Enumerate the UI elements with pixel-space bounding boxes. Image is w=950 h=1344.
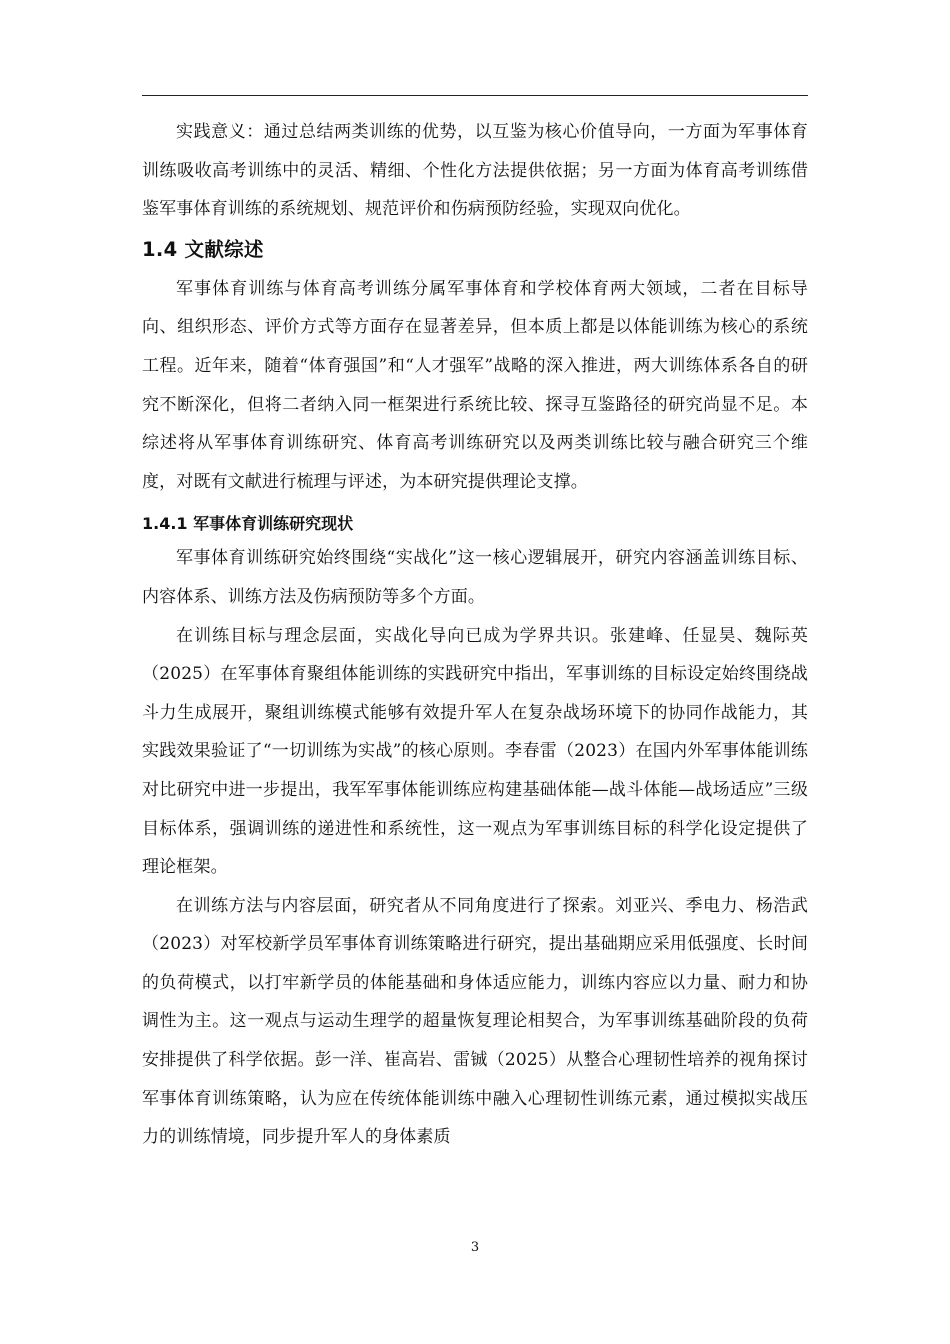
page-content [142, 113, 808, 1157]
page-number: 3 [470, 1240, 480, 1255]
section-heading: 1.4 文献综述 [142, 237, 264, 261]
subsection-paragraph-2: 在训练目标与理念层面，实战化导向已成为学界共识。张建峰、任显昊、魏际英（2025）在军事体育聚组体能训练的实践研究中指出，军事训练的目标设定始终围绕战斗力生成展开，聚组训练模式能够有效提升军人在复杂战场环境下的协同作战能力，其实践效果验证了“一切训练为实战”的核心原则。李春雷（2023）在国内外军事体能训练对比研究中进一步提出，我军军事体能训练应构建基础体能—战斗体能—战场适应”三级目标体系，强调训练的递进性和系统性，这一观点为军事训练目标的科学化设定提供了理论框架。 [142, 625, 808, 878]
subsection-paragraph-1: 军事体育训练研究始终围绕“实战化”这一核心逻辑展开，研究内容涵盖训练目标、内容体系、训练方法及伤病预防等多个方面。 [142, 548, 808, 607]
subsection-paragraph-3: 在训练方法与内容层面，研究者从不同角度进行了探索。刘亚兴、季电力、杨浩武（2023）对军校新学员军事体育训练策略进行研究，提出基础期应采用低强度、长时间的负荷模式，以打牢新学员的体能基础和身体适应能力，训练内容应以力量、耐力和协调性为主。这一观点与运动生理学的超量恢复理论相契合，为军事训练基础阶段的负荷安排提供了科学依据。彭一洋、崔高岩、雷铖（2025）从整合心理韧性培养的视角探讨军事体育训练策略，认为应在传统体能训练中融入心理韧性训练元素，通过模拟实战压力的训练情境，同步提升军人的身体素质 [142, 895, 808, 1148]
practical-significance-paragraph: 实践意义：通过总结两类训练的优势，以互鉴为核心价值导向，一方面为军事体育训练吸收高考训练中的灵活、精细、个性化方法提供依据；另一方面为体育高考训练借鉴军事体育训练的系统规划、规范评价和伤病预防经验，实现双向优化。 [142, 122, 808, 220]
header-rule [142, 95, 808, 96]
section-intro-paragraph: 军事体育训练与体育高考训练分属军事体育和学校体育两大领域，二者在目标导向、组织形态、评价方式等方面存在显著差异，但本质上都是以体能训练为核心的系统工程。近年来，随着“体育强国”和“人才强军”战略的深入推进，两大训练体系各自的研究不断深化，但将二者纳入同一框架进行系统比较、探寻互鉴路径的研究尚显不足。本综述将从军事体育训练研究、体育高考训练研究以及两类训练比较与融合研究三个维度，对既有文献进行梳理与评述，为本研究提供理论支撑。 [142, 278, 808, 492]
subsection-heading: 1.4.1 军事体育训练研究现状 [142, 514, 354, 534]
